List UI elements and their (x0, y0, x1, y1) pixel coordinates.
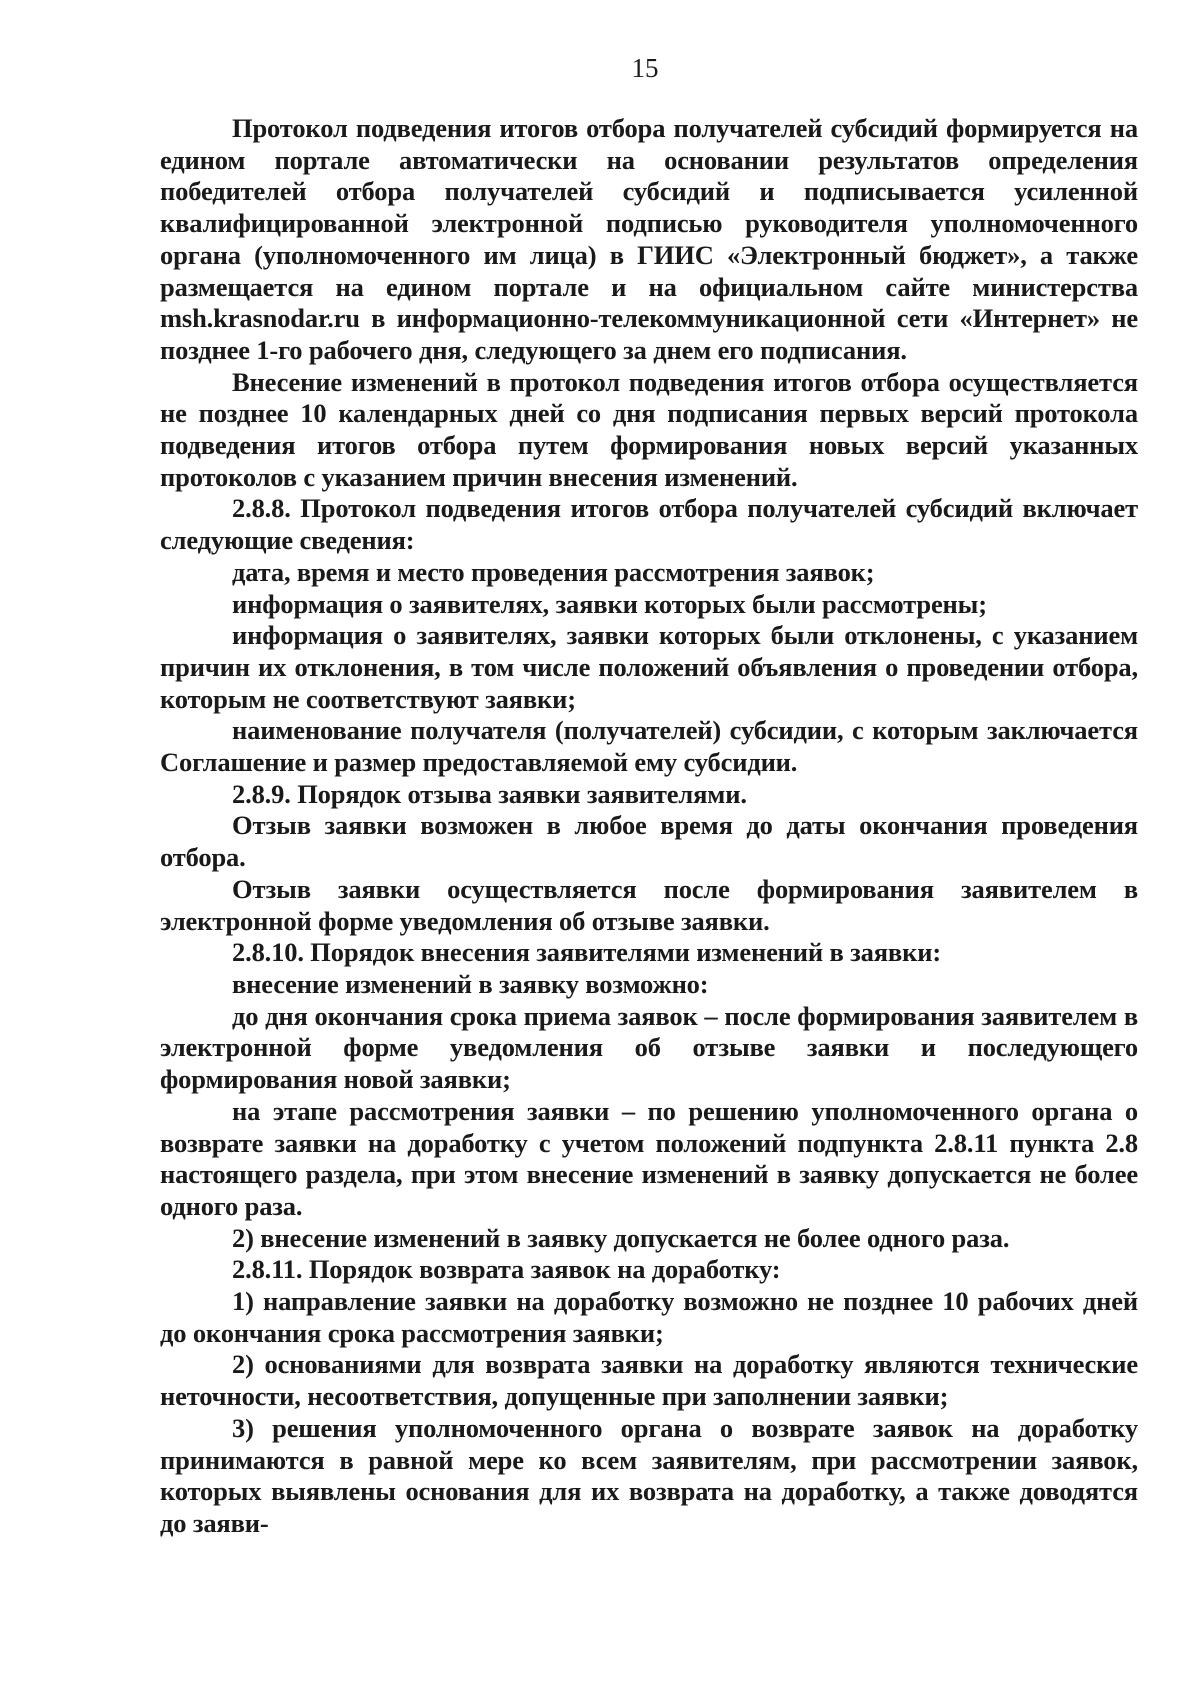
paragraph: Протокол подведения итогов отбора получателей субсидий формируется на едином портале автоматически на основании результатов определения победителей отбора получателей субсидий и подписывается усиленной квалифицированной электронной подписью руководителя уполномоченного органа (уполномоченного им лица) в ГИИС «Электронный бюджет», а также размещается на едином портале и на официальном сайте министерства msh.krasnodar.ru в информационно-телекоммуникационной сети «Интернет» не позднее 1-го рабочего дня, следующего за днем его подписания. (160, 113, 1138, 365)
document-body (160, 113, 1138, 1540)
paragraph: дата, время и место проведения рассмотрения заявок; (232, 556, 875, 587)
paragraph: 3) решения уполномоченного органа о возврате заявок на доработку принимаются в равной мере ко всем заявителям, при рассмотрении заявок, которых выявлены основания для их возврата на доработку, а также доводятся до заяви- (160, 1412, 1138, 1538)
paragraph: до дня окончания срока приема заявок – после формирования заявителем в электронной форме уведомления об отзыве заявки и последующего формирования новой заявки; (160, 1000, 1138, 1095)
paragraph: внесение изменений в заявку возможно: (232, 968, 709, 999)
paragraph: Отзыв заявки осуществляется после формирования заявителем в электронной форме уведомления об отзыве заявки. (160, 873, 1138, 936)
paragraph: 2) основаниями для возврата заявки на доработку являются технические неточности, несоответствия, допущенные при заполнении заявки; (160, 1349, 1138, 1412)
paragraph: 1) направление заявки на доработку возможно не позднее 10 рабочих дней до окончания срока рассмотрения заявки; (160, 1286, 1138, 1348)
paragraph: Внесение изменений в протокол подведения итогов отбора осуществляется не позднее 10 календарных дней со дня подписания первых версий протокола подведения итогов отбора путем формирования новых версий указанных протоколов с указанием причин внесения изменений. (160, 366, 1138, 492)
paragraph: наименование получателя (получателей) субсидии, с которым заключается Соглашение и размер предоставляемой ему субсидии. (160, 715, 1138, 778)
paragraph: на этапе рассмотрения заявки – по решению уполномоченного органа о возврате заявки на доработку с учетом положений подпункта 2.8.11 пункта 2.8 настоящего раздела, при этом внесение изменений в заявку допускается не более одного раза. (160, 1095, 1138, 1221)
paragraph: информация о заявителях, заявки которых были рассмотрены; (232, 588, 987, 619)
paragraph: 2.8.11. Порядок возврата заявок на доработку: (232, 1254, 781, 1285)
paragraph: 2.8.9. Порядок отзыва заявки заявителями. (232, 778, 747, 809)
paragraph: информация о заявителях, заявки которых были отклонены, с указанием причин их отклонения, в том числе положений объявления о проведении отбора, которым не соответствуют заявки; (160, 620, 1138, 714)
paragraph: Отзыв заявки возможен в любое время до даты окончания проведения отбора. (160, 810, 1138, 873)
paragraph: 2) внесение изменений в заявку допускается не более одного раза. (232, 1222, 1010, 1253)
page-number: 15 (631, 53, 659, 83)
paragraph: 2.8.10. Порядок внесения заявителями изменений в заявки: (232, 937, 942, 968)
paragraph: 2.8.8. Протокол подведения итогов отбора получателей субсидий включает следующие сведения: (160, 493, 1138, 556)
